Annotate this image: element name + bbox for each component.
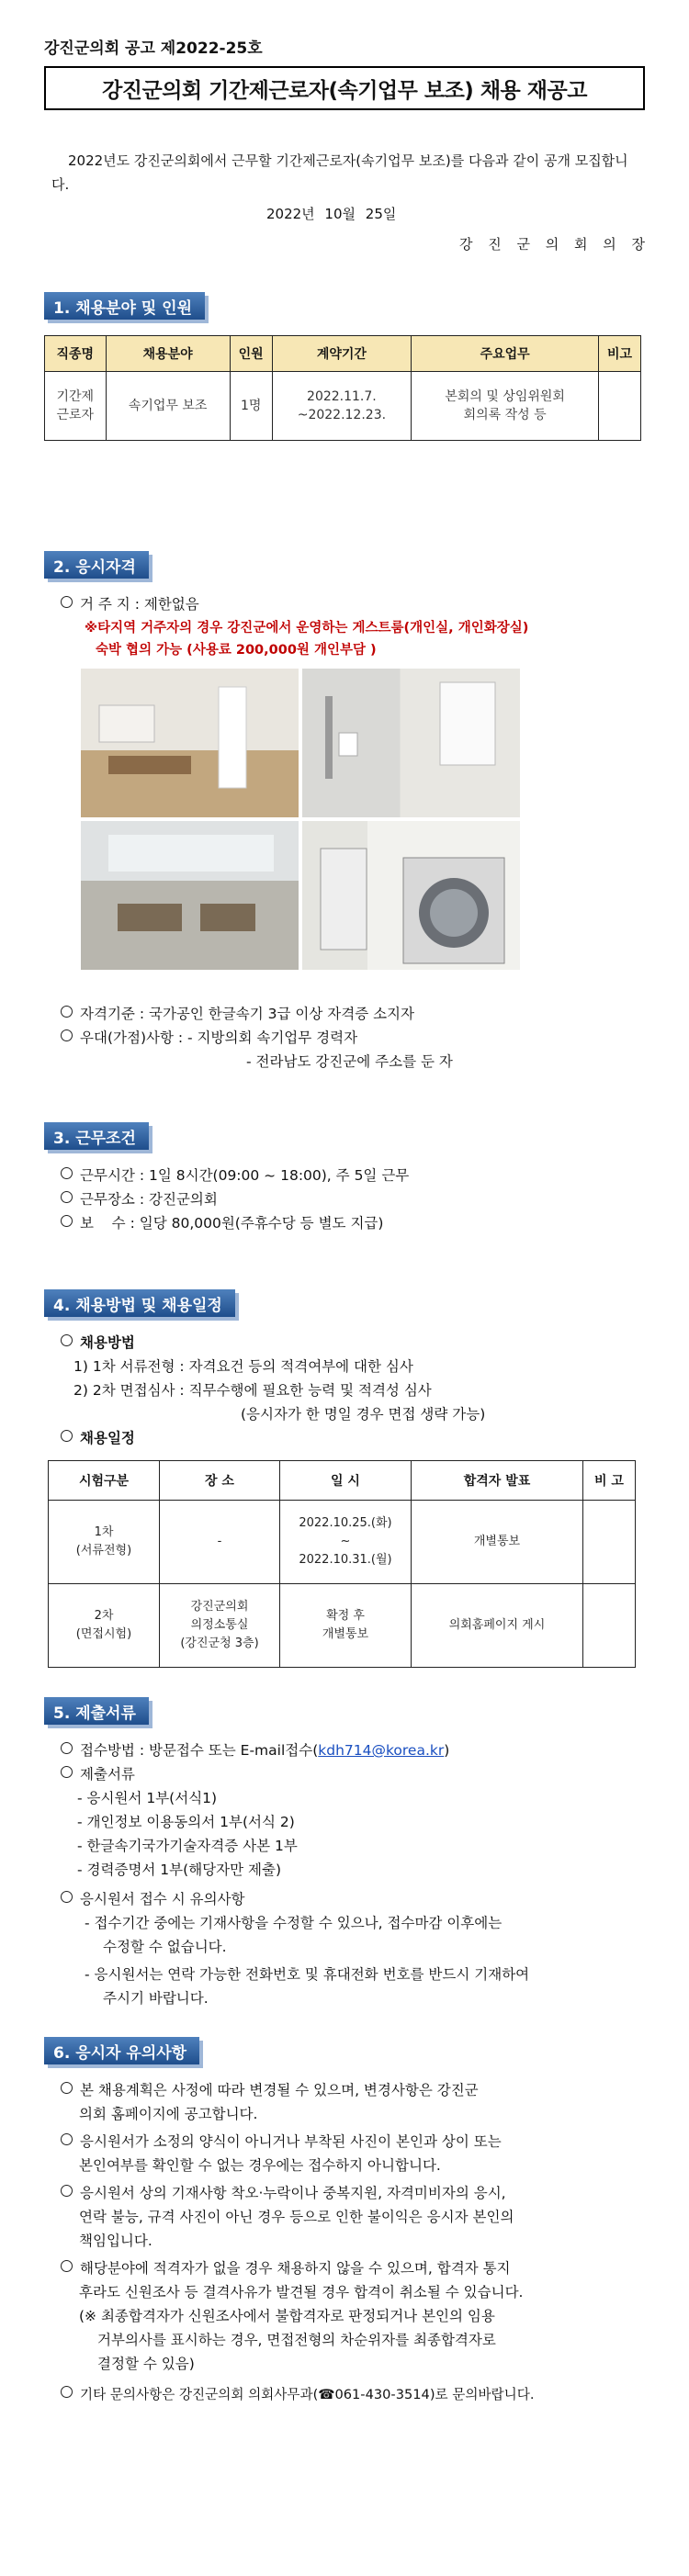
residence-text: 거 주 지 : 제한없음 [80,596,199,613]
table-header-cell: 장 소 [160,1461,280,1501]
schedule-table [48,1460,636,1668]
bullet-circle-icon [61,1029,73,1041]
cell-field: 속기업무 보조 [106,372,230,441]
method-2b: (응시자가 한 명일 경우 면접 생략 가능) [241,1406,486,1423]
bullet-circle-icon [61,2386,73,2398]
notice-item-4b: 후라도 신원조사 등 결격사유가 발견될 경우 합격이 취소될 수 있습니다. [79,2284,524,2300]
bullet-circle-icon [61,1766,73,1778]
bullet-circle-icon [61,2133,73,2145]
cell-result: 의회홈페이지 게시 [412,1584,583,1668]
doc-item: - 개인정보 이용동의서 1부(서식 2) [77,1814,295,1830]
cell-stage: 2차 (면접시험) [49,1584,160,1668]
notice-item-3b: 연락 불능, 규격 사진이 아닌 경우 등으로 인한 불이익은 응시자 본인의 [79,2209,514,2225]
table-row [45,372,641,441]
notice-item-4c: (※ 최종합격자가 신원조사에서 불합격자로 판정되거나 본인의 임용 [79,2308,495,2324]
preference-text-1: 우대(가점)사항 : - 지방의회 속기업무 경력자 [80,1029,358,1046]
submit-method-suffix: ) [444,1742,450,1759]
section-1-title: 1. 채용분야 및 인원 [44,292,205,320]
table-header-cell: 시험구분 [49,1461,160,1501]
table-header-cell: 직종명 [45,336,107,372]
pay-line [61,1212,383,1234]
notice-text: 본 채용계획은 사정에 따라 변경될 수 있으며, 변경사항은 강진군 [80,2082,479,2098]
method-2: 2) 2차 면접심사 : 직무수행에 필요한 능력 및 적격성 심사 [73,1382,432,1399]
caution-1b: 수정할 수 없습니다. [103,1939,227,1955]
guest-note-1: ※타지역 거주자의 경우 강진군에서 운영하는 게스트룸(개인실, 개인화장실) [85,621,529,636]
pay-text: 보 수 : 일당 80,000원(주휴수당 등 별도 지급) [80,1215,384,1232]
recruit-table [44,335,641,441]
table-header-cell: 일 시 [280,1461,412,1501]
table-header-cell: 비 고 [583,1461,636,1501]
signer: 강 진 군 의 회 의 장 [459,236,651,253]
notice-item-3c: 책임입니다. [79,2233,152,2249]
table-row [49,1501,636,1584]
section-3-title: 3. 근무조건 [44,1122,149,1150]
cell-place: 강진군의회 의정소통실 (강진군청 3층) [160,1584,280,1668]
bullet-circle-icon [61,1334,73,1346]
doc-item: - 응시원서 1부(서식1) [77,1790,218,1806]
notice-item-3a [61,2182,506,2204]
guest-note-2: 숙박 협의 가능 (사용료 200,000원 개인부담 ) [96,643,377,658]
method-1: 1) 1차 서류전형 : 자격요건 등의 적격여부에 대한 심사 [73,1358,413,1375]
bullet-circle-icon [61,1006,73,1018]
cell-duty: 본회의 및 상임위원회 회의록 작성 등 [412,372,599,441]
bullet-circle-icon [61,596,73,608]
room-photo [81,669,299,817]
cell-note [599,372,641,441]
cell-result: 개별통보 [412,1501,583,1584]
notice-item-5 [61,2384,535,2406]
cell-stage: 1차 (서류전형) [49,1501,160,1584]
notice-item-4e: 결정할 수 있음) [97,2356,195,2372]
method-label-line [61,1332,135,1354]
caution-label-line [61,1888,245,1910]
notice-text: 응시원서가 소정의 양식이 아니거나 부착된 사진이 본인과 상이 또는 [80,2133,502,2150]
caution-2a: - 응시원서는 연락 가능한 전화번호 및 휴대전화 번호를 반드시 기재하여 [85,1966,530,1983]
notice-item-4d: 거부의사를 표시하는 경우, 면접전형의 차순위자를 최종합격자로 [97,2332,496,2348]
table-header-cell: 채용분야 [106,336,230,372]
page-title: 강진군의회 기간제근로자(속기업무 보조) 채용 재공고 [44,66,645,110]
bullet-circle-icon [61,2185,73,2197]
table-header-row [49,1461,636,1501]
bullet-circle-icon [61,1430,73,1442]
submit-method-line [61,1739,449,1761]
qualification-text: 자격기준 : 국가공인 한글속기 3급 이상 자격증 소지자 [80,1006,415,1022]
residence-line [61,593,199,615]
table-header-cell: 주요업무 [412,336,599,372]
lounge-photo [81,821,299,970]
notice-item-2a [61,2131,502,2153]
preference-line-2: - 전라남도 강진군에 주소를 둔 자 [246,1053,453,1070]
notice-text: 응시원서 상의 기재사항 착오·누락이나 중복지원, 자격미비자의 응시, [80,2185,506,2201]
notice-date: 2022년 10월 25일 [266,206,397,222]
section-2-title: 2. 응시자격 [44,551,149,579]
bullet-circle-icon [61,2082,73,2094]
guestroom-photos [81,669,520,970]
section-6-title: 6. 응시자 유의사항 [44,2037,199,2064]
method-label: 채용방법 [80,1334,135,1351]
cell-job: 기간제 근로자 [45,372,107,441]
caution-label: 응시원서 접수 시 유의사항 [80,1891,245,1907]
table-header-cell: 인원 [230,336,272,372]
bathroom-photo [302,669,520,817]
cell-date: 2022.10.25.(화) ~ 2022.10.31.(월) [280,1501,412,1584]
notice-item-1b: 의회 홈페이지에 공고합니다. [79,2106,258,2122]
preference-line-1 [61,1027,357,1049]
place-text: 근무장소 : 강진군의회 [80,1191,218,1208]
bullet-circle-icon [61,1742,73,1754]
notice-item-2b: 본인여부를 확인할 수 없는 경우에는 접수하지 아니합니다. [79,2157,441,2174]
notice-item-4a [61,2257,511,2279]
cell-period: 2022.11.7. ~2022.12.23. [272,372,412,441]
laundry-photo [302,821,520,970]
notice-item-1a [61,2079,479,2101]
cell-note [583,1584,636,1668]
email-link[interactable]: kdh714@korea.kr [318,1742,445,1759]
cell-place: - [160,1501,280,1584]
table-header-row [45,336,641,372]
section-5-title: 5. 제출서류 [44,1697,149,1725]
bullet-circle-icon [61,1215,73,1227]
doc-item: - 경력증명서 1부(해당자만 제출) [77,1862,282,1878]
section-4-title: 4. 채용방법 및 채용일정 [44,1289,235,1317]
caution-1a: - 접수기간 중에는 기재사항을 수정할 수 있으나, 접수마감 이후에는 [85,1915,503,1931]
bullet-circle-icon [61,1891,73,1903]
place-line [61,1188,218,1210]
table-row [49,1584,636,1668]
hours-line [61,1164,409,1187]
doc-item: - 한글속기국가기술자격증 사본 1부 [77,1838,298,1854]
notice-text: 해당분야에 적격자가 없을 경우 채용하지 않을 수 있으며, 합격자 통지 [80,2260,511,2277]
docs-label: 제출서류 [80,1766,135,1783]
table-header-cell: 비고 [599,336,641,372]
caution-2b: 주시기 바랍니다. [103,1990,209,2007]
bullet-circle-icon [61,1167,73,1179]
table-header-cell: 계약기간 [272,336,412,372]
cell-date: 확정 후 개별통보 [280,1584,412,1668]
table-header-cell: 합격자 발표 [412,1461,583,1501]
notice-text: 기타 문의사항은 강진군의회 의회사무과(☎061-430-3514)로 문의바랍니다. [80,2387,535,2402]
bullet-circle-icon [61,1191,73,1203]
cell-note [583,1501,636,1584]
docs-label-line [61,1763,135,1785]
schedule-label: 채용일정 [80,1430,135,1446]
schedule-label-line [61,1427,135,1449]
submit-method-text: 접수방법 : 방문접수 또는 E-mail접수( [80,1742,319,1759]
cell-count: 1명 [230,372,272,441]
hours-text: 근무시간 : 1일 8시간(09:00 ~ 18:00), 주 5일 근무 [80,1167,410,1184]
bullet-circle-icon [61,2260,73,2272]
notice-number: 강진군의회 공고 제2022-25호 [44,39,263,58]
qualification-line [61,1003,414,1025]
intro-text: 2022년도 강진군의회에서 근무할 기간제근로자(속기업무 보조)를 다음과 같이 공개 모집합니다. [51,152,628,193]
